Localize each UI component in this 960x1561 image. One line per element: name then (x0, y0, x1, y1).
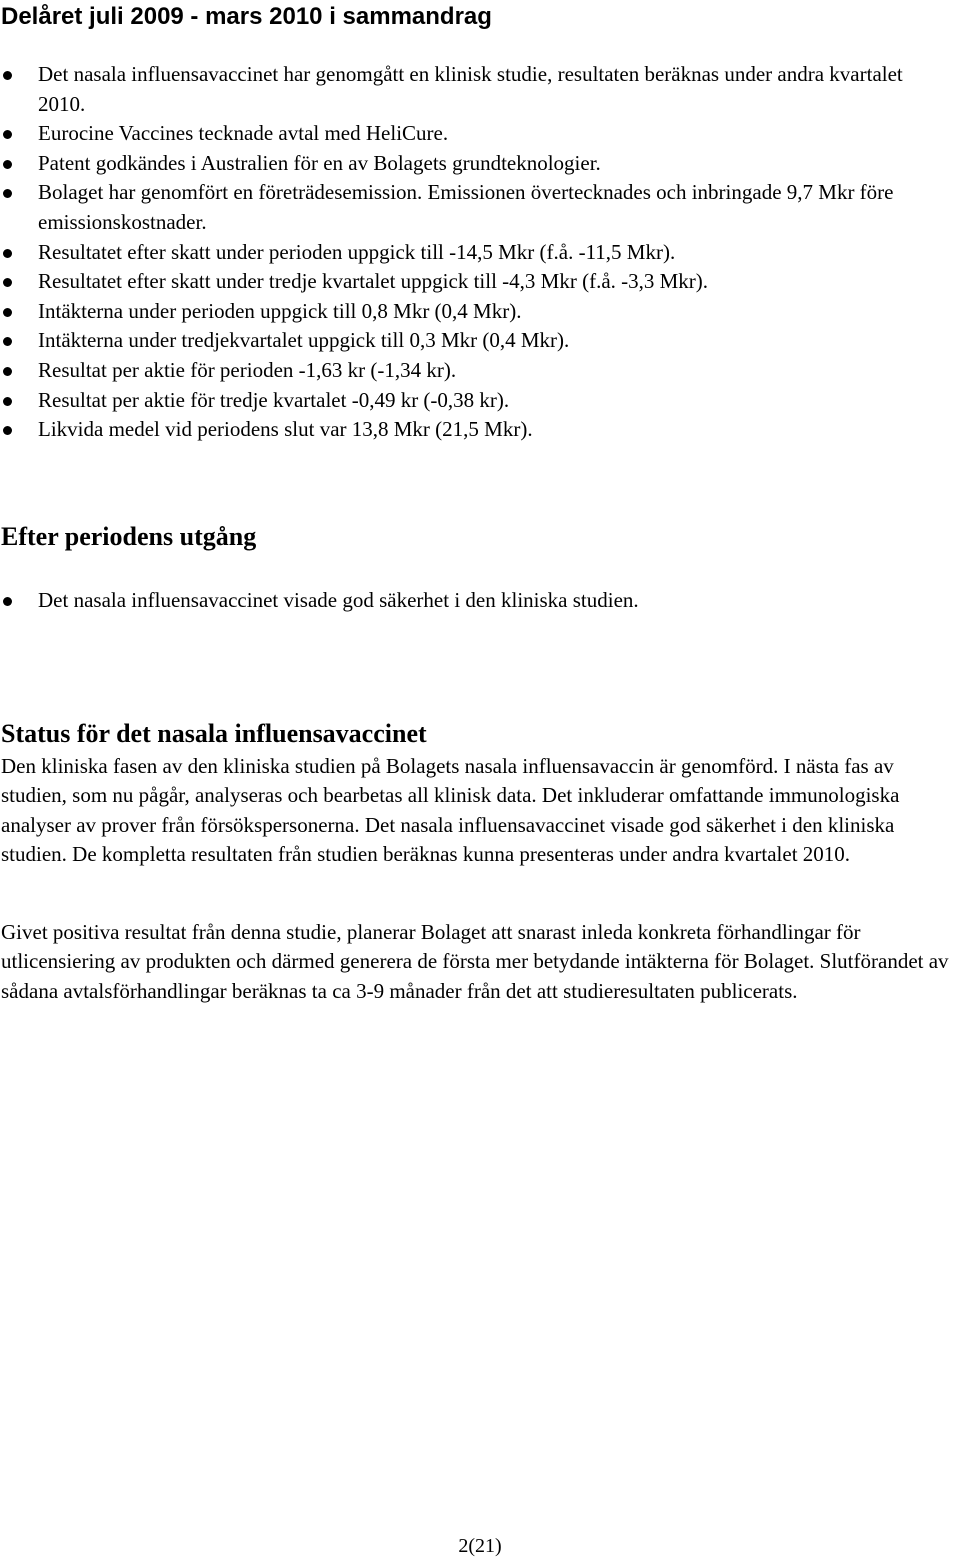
bullet-icon (3, 397, 12, 406)
bullet-icon (3, 426, 12, 435)
list-item (0, 297, 955, 327)
list-item-text: Eurocine Vaccines tecknade avtal med HeliCure. (38, 121, 449, 146)
list-item-text: Likvida medel vid periodens slut var 13,8 Mkr (21,5 Mkr). (38, 417, 533, 442)
list-item-text: Resultatet efter skatt under perioden uppgick till -14,5 Mkr (f.å. -11,5 Mkr). (38, 239, 676, 264)
section-title-vaccine-status: Status för det nasala influensavaccinet (1, 719, 427, 748)
list-item-text: Bolaget har genomfört en företrädesemission. Emissionen övertecknades och inbringade 9,7 Mkr före emissionskostnader. (38, 180, 894, 234)
list-item-text: Intäkterna under tredjekvartalet uppgick till 0,3 Mkr (0,4 Mkr). (38, 328, 570, 353)
list-item (0, 415, 955, 445)
section-title-after-period: Efter periodens utgång (1, 522, 257, 551)
list-item-text: Patent godkändes i Australien för en av Bolagets grundteknologier. (38, 150, 601, 175)
list-item (0, 356, 955, 386)
bullet-icon (3, 249, 12, 258)
bullet-icon (3, 367, 12, 376)
list-item (0, 326, 955, 356)
bullet-icon (3, 278, 12, 287)
list-item-text: Resultat per aktie för tredje kvartalet -0,49 kr (-0,38 kr). (38, 387, 510, 412)
list-item (0, 60, 955, 119)
bullet-icon (3, 337, 12, 346)
list-item-text: Resultat per aktie för perioden -1,63 kr (-1,34 kr). (38, 357, 457, 382)
bullet-icon (3, 597, 12, 606)
bullet-icon (3, 130, 12, 139)
bullet-icon (3, 308, 12, 317)
list-item (0, 149, 955, 179)
page-number: 2(21) (458, 1535, 502, 1557)
list-item (0, 178, 955, 237)
list-item (0, 586, 955, 616)
bullet-icon (3, 71, 12, 80)
status-paragraph: Den kliniska fasen av den kliniska studien på Bolagets nasala influensavaccin är genomförd. I nästa fas av studien, som nu pågår, analyseras och bearbetas all klinisk data. Det inkluderar omfattande immunologiska analyser av prover från försökspersonerna. Det nasala influensavaccinet visade god säkerhet i den kliniska studien. De kompletta resultaten från studien beräknas kunna presenteras under andra kvartalet 2010. (1, 754, 900, 867)
bullet-icon (3, 160, 12, 169)
list-item (0, 386, 955, 416)
bullet-icon (3, 189, 12, 198)
list-item (0, 267, 955, 297)
summary-bullet-list (0, 60, 955, 445)
list-item-text: Det nasala influensavaccinet har genomgått en klinisk studie, resultaten beräknas under andra kvartalet 2010. (38, 62, 903, 116)
section-title-summary: Delåret juli 2009 - mars 2010 i sammandrag (1, 3, 492, 30)
after-period-bullet-list (0, 586, 955, 616)
list-item (0, 119, 955, 149)
list-item-text: Intäkterna under perioden uppgick till 0,8 Mkr (0,4 Mkr). (38, 298, 522, 323)
outlook-paragraph: Givet positiva resultat från denna studie, planerar Bolaget att snarast inleda konkreta förhandlingar för utlicensiering av produkten och därmed generera de första mer betydande intäkterna för Bolaget. Slutförandet av sådana avtalsförhandlingar beräknas ta ca 3-9 månader från det att studieresultaten publicerats. (1, 920, 949, 1003)
list-item (0, 238, 955, 268)
list-item-text: Det nasala influensavaccinet visade god säkerhet i den kliniska studien. (38, 588, 639, 612)
list-item-text: Resultatet efter skatt under tredje kvartalet uppgick till -4,3 Mkr (f.å. -3,3 Mkr). (38, 269, 709, 294)
